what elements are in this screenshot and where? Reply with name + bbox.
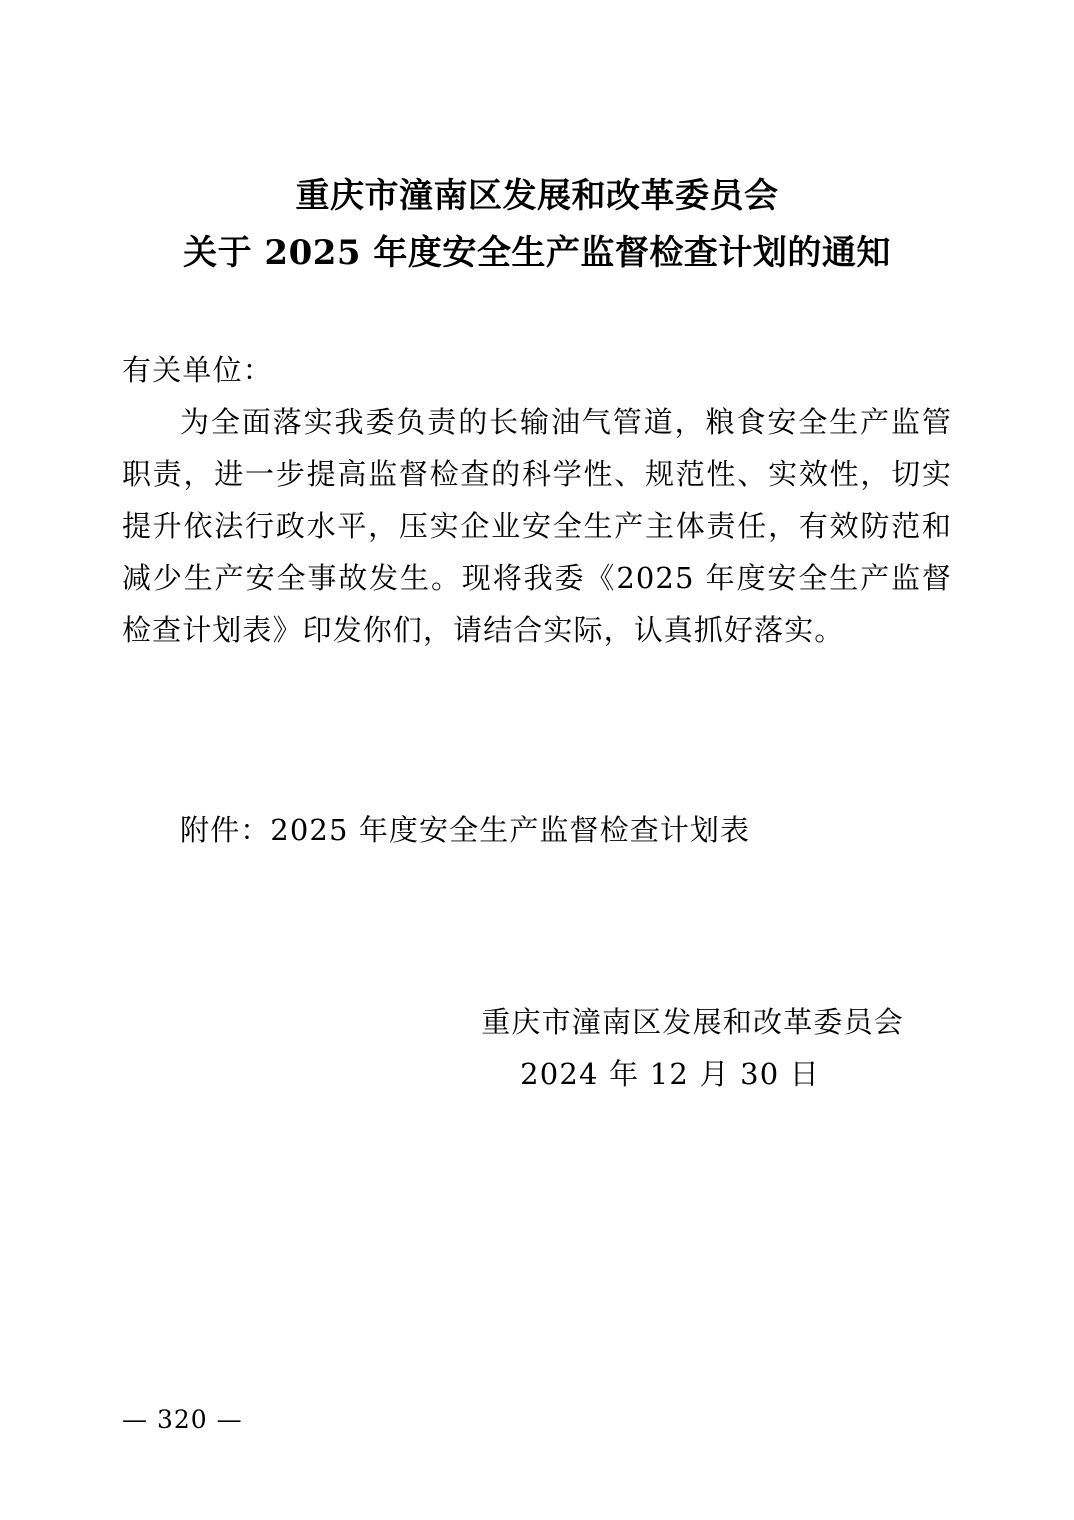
page-title-line-1: 重庆市潼南区发展和改革委员会 xyxy=(295,176,779,216)
page-title-line-2: 关于 2025 年度安全生产监督检查计划的通知 xyxy=(183,233,891,273)
signature-date: 2024 年 12 月 30 日 xyxy=(520,1057,820,1091)
body-paragraph-1: 为全面落实我委负责的长输油气管道，粮食安全生产监管职责，进一步提高监督检查的科学性、规范性、实效性，切实提升依法行政水平，压实企业安全生产主体责任，有效防范和减少生产安全事故发生。现将我委《2025 年度安全生产监督检查计划表》印发你们，请结合实际，认真抓好落实。 xyxy=(122,405,952,647)
attachment-line: 附件：2025 年度安全生产监督检查计划表 xyxy=(180,813,751,847)
signature-organization: 重庆市潼南区发展和改革委员会 xyxy=(481,1005,904,1039)
signature-block xyxy=(122,856,952,1100)
page-title xyxy=(122,0,952,282)
page-number: — 320 — xyxy=(122,1405,243,1434)
salutation: 有关单位： xyxy=(122,353,274,387)
